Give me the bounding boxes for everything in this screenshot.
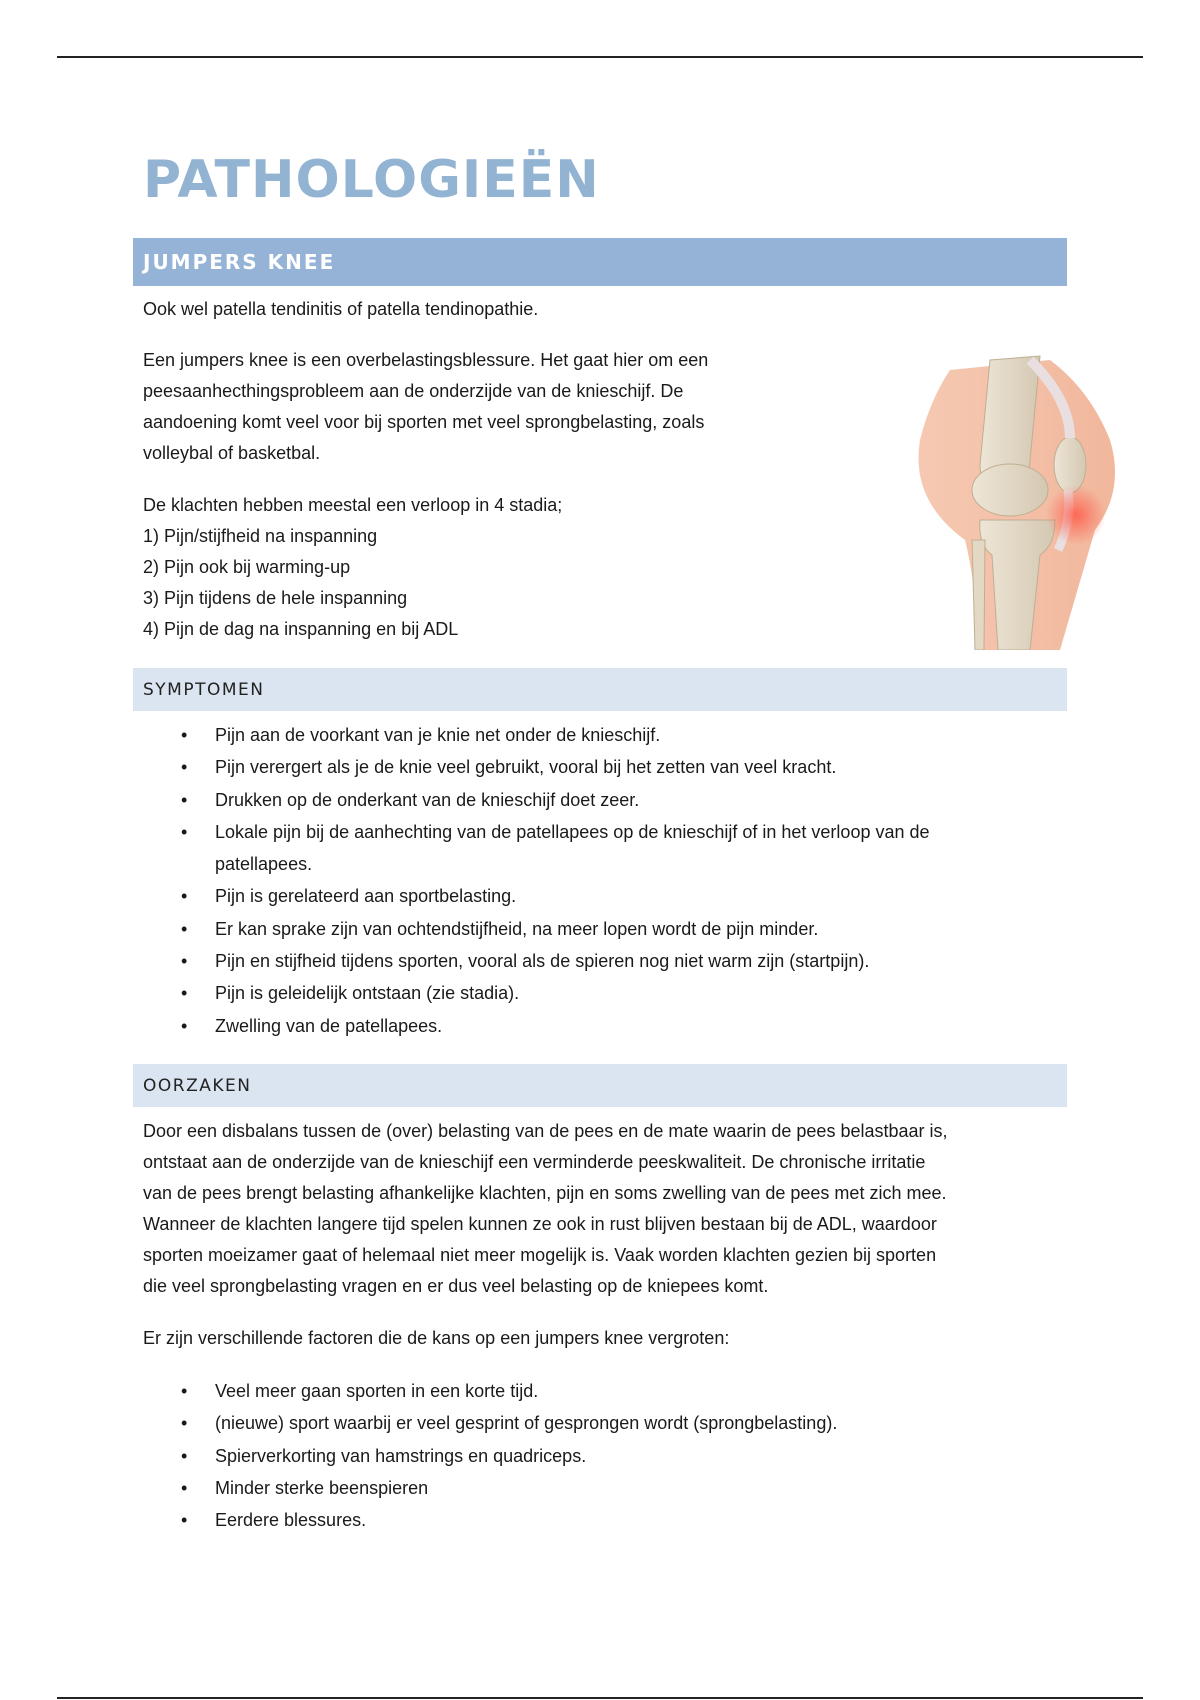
list-item: • Minder sterke beenspieren [143, 1472, 1043, 1504]
causes-line: die veel sprongbelasting vragen en er dus veel belasting op de kniepees komt. [143, 1276, 769, 1296]
list-item: • Eerdere blessures. [143, 1504, 1043, 1536]
list-item: • Pijn is gerelateerd aan sportbelasting. [143, 880, 1043, 912]
factors-list [143, 1375, 1043, 1536]
factors-intro: Er zijn verschillende factoren die de kans op een jumpers knee vergroten: [143, 1328, 730, 1348]
section-heading-jumpers-knee [133, 238, 1067, 286]
list-item: • Er kan sprake zijn van ochtendstijfheid, na meer lopen wordt de pijn minder. [143, 913, 1043, 945]
list-item: • Drukken op de onderkant van de knieschijf doet zeer. [143, 784, 1043, 816]
intro-line: volleybal of basketbal. [143, 443, 321, 463]
list-item: • Pijn aan de voorkant van je knie net onder de knieschijf. [143, 719, 1043, 751]
stage-item: 2) Pijn ook bij warming-up [143, 557, 351, 577]
causes-line: van de pees brengt belasting afhankelijke klachten, pijn en soms zwelling van de pees met zich mee. [143, 1183, 947, 1203]
bottom-rule [57, 1697, 1143, 1699]
stage-item: 1) Pijn/stijfheid na inspanning [143, 526, 378, 546]
list-item: • Spierverkorting van hamstrings en quadriceps. [143, 1440, 1043, 1472]
stage-item: 4) Pijn de dag na inspanning en bij ADL [143, 619, 459, 639]
page-title: PATHOLOGIEËN [143, 150, 600, 210]
stages-intro: De klachten hebben meestal een verloop in 4 stadia; [143, 495, 563, 515]
alias-text: Ook wel patella tendinitis of patella tendinopathie. [143, 299, 539, 319]
list-item: • Pijn is geleidelijk ontstaan (zie stadia). [143, 977, 1043, 1009]
causes-line: sporten moeizamer gaat of helemaal niet meer mogelijk is. Vaak worden klachten gezien bij sporten [143, 1245, 937, 1265]
list-item: • Pijn en stijfheid tijdens sporten, vooral als de spieren nog niet warm zijn (startpijn). [143, 945, 1043, 977]
section-heading-symptoms [133, 668, 1067, 711]
section-heading-causes [133, 1064, 1067, 1107]
list-item: • Zwelling van de patellapees. [143, 1010, 1043, 1042]
list-item: • Veel meer gaan sporten in een korte tijd. [143, 1375, 1043, 1407]
causes-line: Door een disbalans tussen de (over) belasting van de pees en de mate waarin de pees belastbaar is, [143, 1121, 948, 1141]
list-item: • Pijn verergert als je de knie veel gebruikt, vooral bij het zetten van veel kracht. [143, 751, 1043, 783]
symptoms-heading-label: SYMPTOMEN [143, 679, 265, 700]
intro-line: peesaanhecthingsprobleem aan de onderzijde van de knieschijf. De [143, 381, 684, 401]
causes-line: ontstaat aan de onderzijde van de knieschijf een verminderde peeskwaliteit. De chronische irritatie [143, 1152, 926, 1172]
list-item: • Lokale pijn bij de aanhechting van de patellapees op de knieschijf of in het verloop van de patellapees. [143, 816, 1005, 881]
knee-anatomy-icon [880, 350, 1170, 650]
stage-item: 3) Pijn tijdens de hele inspanning [143, 588, 408, 608]
list-item: • (nieuwe) sport waarbij er veel gesprint of gesprongen wordt (sprongbelasting). [143, 1407, 1043, 1439]
intro-line: Een jumpers knee is een overbelastingsblessure. Het gaat hier om een [143, 350, 709, 370]
section-heading-label: JUMPERS KNEE [143, 250, 336, 274]
causes-line: Wanneer de klachten langere tijd spelen kunnen ze ook in rust blijven bestaan bij de ADL, waardoor [143, 1214, 937, 1234]
top-rule [57, 56, 1143, 58]
intro-line: aandoening komt veel voor bij sporten met veel sprongbelasting, zoals [143, 412, 705, 432]
causes-heading-label: OORZAKEN [143, 1075, 252, 1096]
symptoms-list [143, 719, 1043, 1042]
